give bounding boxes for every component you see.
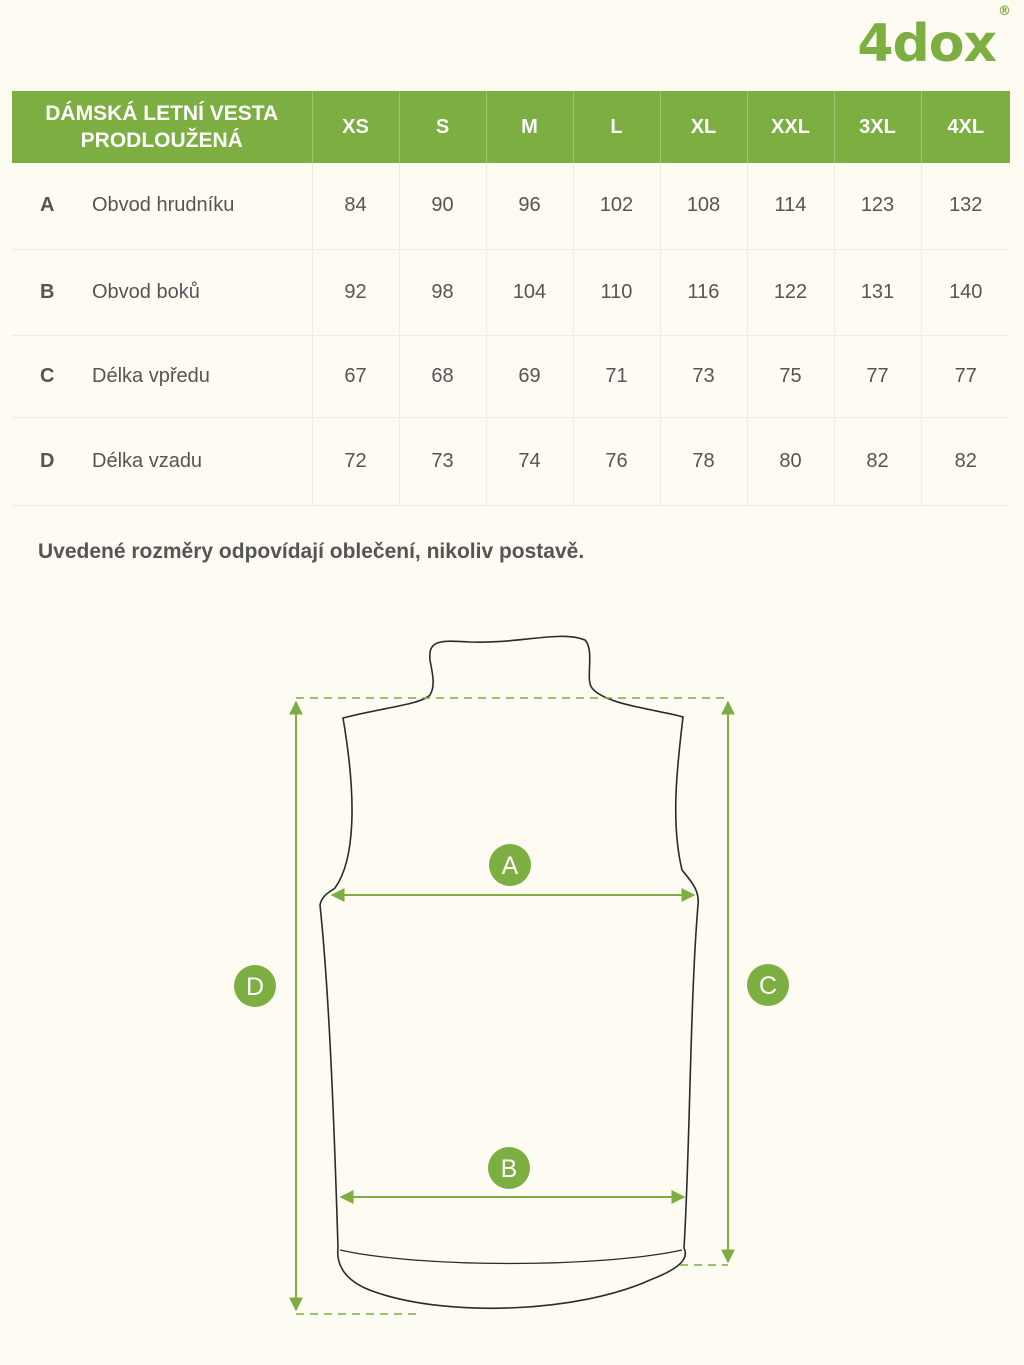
table-cell: 77: [921, 335, 1010, 417]
row-parameter: [12, 335, 312, 417]
row-letter: C: [40, 364, 55, 387]
table-cell: 102: [573, 163, 660, 249]
table-cell: 82: [921, 417, 1010, 505]
vest-outline: [320, 636, 698, 1308]
table-cell: 73: [660, 335, 747, 417]
table-cell: 92: [312, 249, 399, 335]
table-cell: 78: [660, 417, 747, 505]
size-header-xxl: XXL: [747, 91, 834, 163]
table-cell: 75: [747, 335, 834, 417]
table-cell: 123: [834, 163, 921, 249]
size-header-s: S: [399, 91, 486, 163]
label-d-badge: [234, 965, 276, 1007]
size-header-3xl: 3XL: [834, 91, 921, 163]
table-cell: 74: [486, 417, 573, 505]
logo-text: 4dox: [857, 14, 996, 74]
table-cell: 73: [399, 417, 486, 505]
table-cell: 96: [486, 163, 573, 249]
row-name: Obvod hrudníku: [92, 194, 235, 217]
label-c-badge: [747, 964, 789, 1006]
size-header-4xl: 4XL: [921, 91, 1010, 163]
size-header-xl: XL: [660, 91, 747, 163]
label-b-badge: [488, 1147, 530, 1189]
table-cell: 108: [660, 163, 747, 249]
table-cell: 82: [834, 417, 921, 505]
table-cell: 114: [747, 163, 834, 249]
table-title: DÁMSKÁ LETNÍ VESTA PRODLOUŽENÁ: [12, 91, 312, 163]
row-parameter: [12, 417, 312, 505]
table-cell: 84: [312, 163, 399, 249]
table-cell: 80: [747, 417, 834, 505]
table-cell: 71: [573, 335, 660, 417]
row-letter: B: [40, 280, 55, 303]
header-row: [12, 91, 1010, 163]
row-letter: A: [40, 194, 55, 217]
table-cell: 131: [834, 249, 921, 335]
brand-logo: [857, 3, 1010, 74]
vest-diagram: [0, 600, 1024, 1340]
table-cell: 68: [399, 335, 486, 417]
row-name: Obvod boků: [92, 280, 200, 303]
label-c: C: [758, 972, 778, 1000]
row-name: Délka vpředu: [92, 364, 210, 387]
label-a: A: [501, 852, 519, 880]
table-row: [12, 163, 1010, 249]
vest-hem-seam: [340, 1250, 682, 1264]
row-name: Délka vzadu: [92, 449, 203, 472]
row-parameter: [12, 249, 312, 335]
table-cell: 122: [747, 249, 834, 335]
size-header-m: M: [486, 91, 573, 163]
size-table: [12, 91, 1010, 506]
table-cell: 104: [486, 249, 573, 335]
label-d: D: [245, 973, 265, 1001]
registered-mark: ®: [998, 3, 1010, 19]
label-b: B: [500, 1155, 518, 1183]
table-cell: 116: [660, 249, 747, 335]
table-cell: 67: [312, 335, 399, 417]
table-cell: 69: [486, 335, 573, 417]
table-cell: 72: [312, 417, 399, 505]
table-row: [12, 249, 1010, 335]
table-cell: 90: [399, 163, 486, 249]
table-cell: 110: [573, 249, 660, 335]
table-cell: 140: [921, 249, 1010, 335]
row-parameter: [12, 163, 312, 249]
table-cell: 98: [399, 249, 486, 335]
table-cell: 77: [834, 335, 921, 417]
measurement-note: Uvedené rozměry odpovídají oblečení, nikoliv postavě.: [38, 540, 585, 563]
table-cell: 132: [921, 163, 1010, 249]
row-letter: D: [40, 449, 55, 472]
size-header-xs: XS: [312, 91, 399, 163]
label-a-badge: [489, 844, 531, 886]
table-row: [12, 417, 1010, 505]
table-row: [12, 335, 1010, 417]
table-cell: 76: [573, 417, 660, 505]
size-header-l: L: [573, 91, 660, 163]
